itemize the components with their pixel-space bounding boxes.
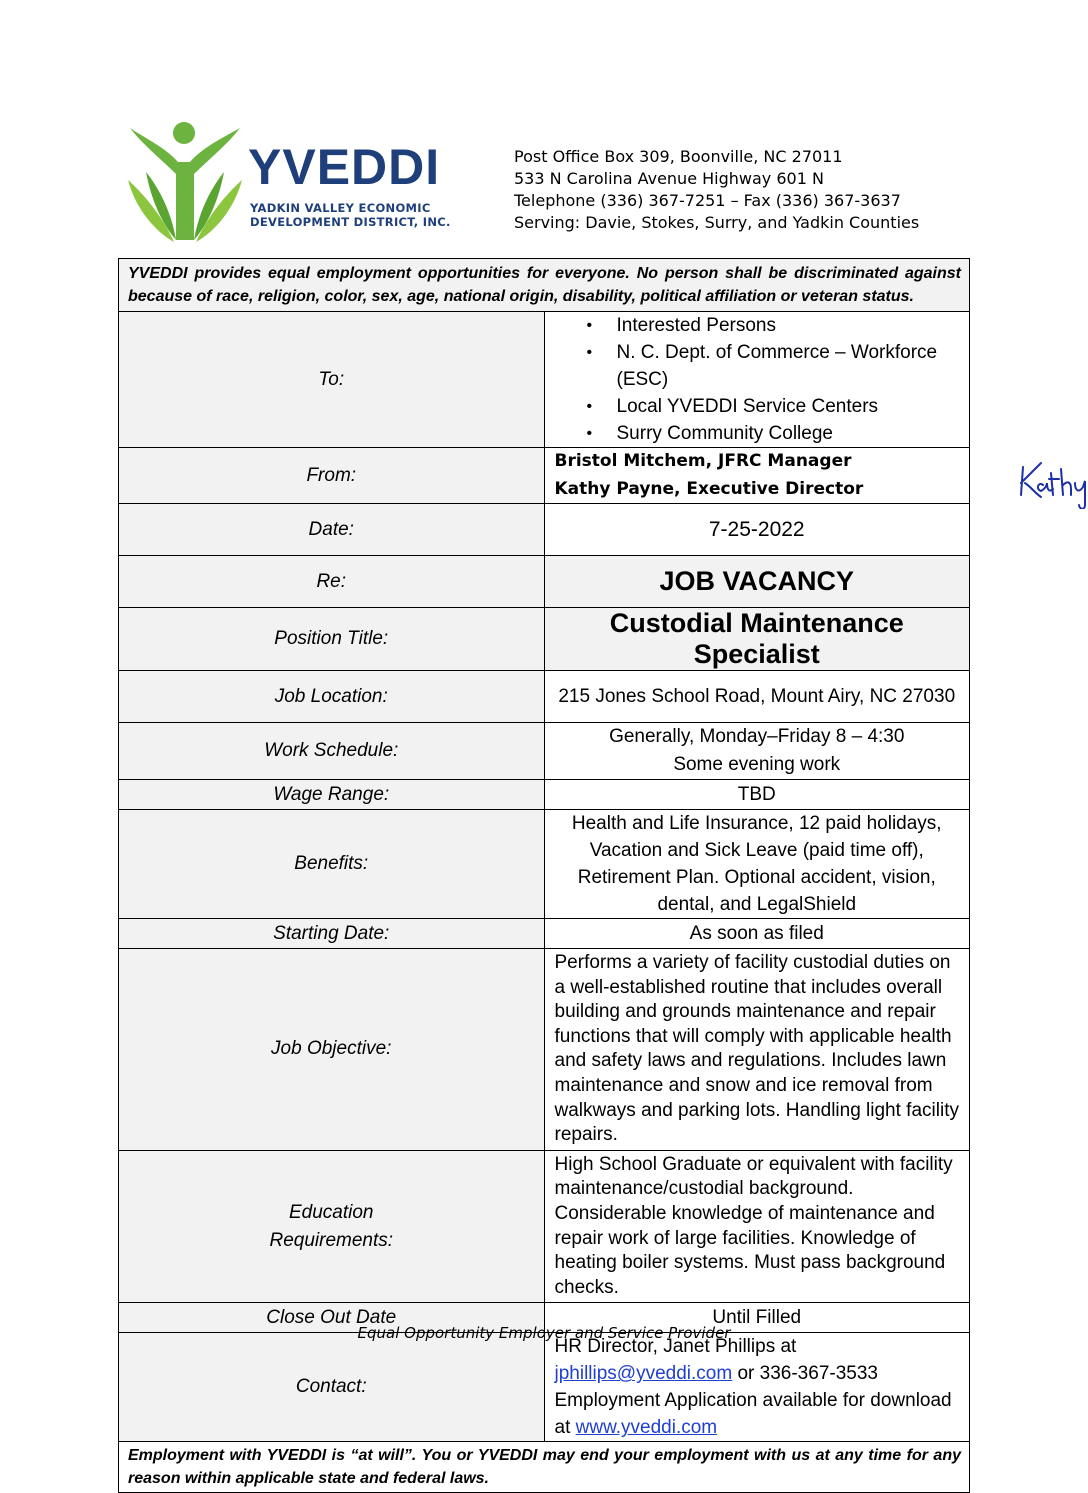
- logo-subtitle-line2: DEVELOPMENT DISTRICT, INC.: [250, 215, 451, 229]
- footer-eoe: Equal Opportunity Employer and Service Provider: [0, 1324, 1088, 1342]
- location-row: [119, 671, 970, 723]
- schedule-line2: Some evening work: [545, 751, 970, 779]
- starting-row: [119, 919, 970, 949]
- benefits-label: Benefits:: [119, 810, 545, 919]
- recipient-item: • Surry Community College: [617, 420, 970, 447]
- starting-value: As soon as filed: [544, 919, 970, 949]
- equal-opportunity-banner: YVEDDI provides equal employment opportunities for everyone. No person shall be discriminated against because of race, religion, color, sex, age, national origin, disability, political affiliation or veteran status.: [119, 259, 970, 312]
- logo-name: YVEDDI: [248, 142, 440, 192]
- closeout-label: Close Out Date: [119, 1303, 545, 1333]
- starting-label: Starting Date:: [119, 919, 545, 949]
- yveddi-logo: [126, 120, 456, 244]
- from-value: [544, 448, 970, 504]
- date-label: Date:: [119, 504, 545, 556]
- logo-subtitle-line1: YADKIN VALLEY ECONOMIC: [250, 201, 451, 215]
- position-title: Custodial Maintenance Specialist: [544, 608, 970, 671]
- wage-label: Wage Range:: [119, 780, 545, 810]
- re-label: Re:: [119, 556, 545, 608]
- date-value: 7-25-2022: [544, 504, 970, 556]
- education-label-line1: Education: [119, 1199, 544, 1227]
- contact-label: Contact:: [119, 1333, 545, 1442]
- closeout-value: Until Filled: [544, 1303, 970, 1333]
- recipient-item: • Interested Persons: [617, 312, 970, 339]
- wage-row: [119, 780, 970, 810]
- recipient-item: • N. C. Dept. of Commerce – Workforce (ESC): [617, 339, 970, 393]
- benefits-row: [119, 810, 970, 919]
- education-value: High School Graduate or equivalent with facility maintenance/custodial background. Considerable knowledge of maintenance and repair work of large facilities. Knowledge of heating boiler systems. Must pass background checks.: [544, 1150, 970, 1303]
- address-line: 533 N Carolina Avenue Highway 601 N: [514, 168, 919, 190]
- contact-phone: or 336-367-3533: [732, 1363, 878, 1384]
- benefits-value: Health and Life Insurance, 12 paid holidays, Vacation and Sick Leave (paid time off), Retirement Plan. Optional accident, vision, dental, and LegalShield: [544, 810, 970, 919]
- location-label: Job Location:: [119, 671, 545, 723]
- re-row: [119, 556, 970, 608]
- from-line2: Kathy Payne, Executive Director: [555, 479, 864, 499]
- email-link[interactable]: jphillips@yveddi.com: [555, 1363, 733, 1384]
- website-link[interactable]: www.yveddi.com: [576, 1417, 718, 1438]
- schedule-row: [119, 723, 970, 780]
- header-address: [514, 146, 919, 234]
- at-will-notice: Employment with YVEDDI is “at will”. You or YVEDDI may end your employment with us at any time for any reason within applicable state and federal laws.: [119, 1442, 970, 1493]
- education-label-line2: Requirements:: [119, 1227, 544, 1255]
- education-label: [119, 1150, 545, 1303]
- contact-prefix: HR Director, Janet Phillips at: [555, 1336, 797, 1357]
- from-row: [119, 448, 970, 504]
- recipient-item: • Local YVEDDI Service Centers: [617, 393, 970, 420]
- to-recipients: [544, 312, 970, 448]
- schedule-value: [544, 723, 970, 780]
- objective-label: Job Objective:: [119, 949, 545, 1151]
- from-line1: Bristol Mitchem, JFRC Manager: [555, 451, 852, 471]
- position-label: Position Title:: [119, 608, 545, 671]
- re-value: JOB VACANCY: [544, 556, 970, 608]
- objective-row: [119, 949, 970, 1151]
- job-vacancy-table: [118, 258, 970, 1493]
- schedule-label: Work Schedule:: [119, 723, 545, 780]
- address-line: Post Office Box 309, Boonville, NC 27011: [514, 146, 919, 168]
- education-row: [119, 1150, 970, 1303]
- contact-value: [544, 1333, 970, 1442]
- logo-figure-icon: [126, 120, 246, 244]
- schedule-line1: Generally, Monday–Friday 8 – 4:30: [545, 723, 970, 751]
- position-row: [119, 608, 970, 671]
- address-line: Telephone (336) 367-7251 – Fax (336) 367-3637: [514, 190, 919, 212]
- from-label: From:: [119, 448, 545, 504]
- contact-row: [119, 1333, 970, 1442]
- location-value: 215 Jones School Road, Mount Airy, NC 27030: [544, 671, 970, 723]
- contact-line2: [555, 1387, 970, 1441]
- to-row: [119, 312, 970, 448]
- application-text: Employment Application available for download at: [555, 1390, 952, 1438]
- wage-value: TBD: [544, 780, 970, 810]
- date-row: [119, 504, 970, 556]
- address-line: Serving: Davie, Stokes, Surry, and Yadkin Counties: [514, 212, 919, 234]
- to-label: To:: [119, 312, 545, 448]
- objective-value: Performs a variety of facility custodial duties on a well-established routine that includes overall building and grounds maintenance and repair functions that will comply with applicable health and safety laws and regulations. Includes lawn maintenance and snow and ice removal from walkways and parking lots. Handling light facility repairs.: [544, 949, 970, 1151]
- logo-subtitle: [250, 201, 451, 229]
- signature-image: [1015, 455, 1088, 509]
